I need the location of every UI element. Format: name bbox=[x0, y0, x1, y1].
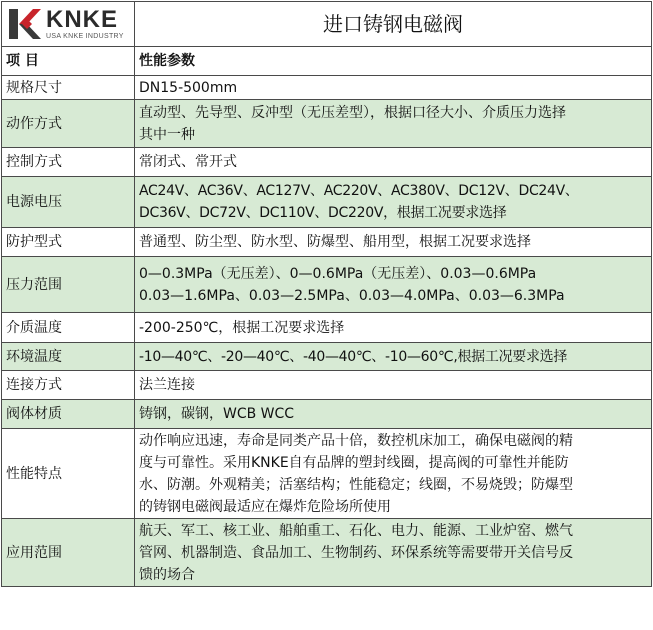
title-row bbox=[2, 2, 652, 47]
row-value bbox=[135, 343, 652, 371]
table-row bbox=[2, 371, 652, 400]
row-label: 介质温度 bbox=[2, 313, 135, 343]
row-value-line: -10—40℃、-20—40℃、-40—40℃、-10—60℃,根据工况要求选择 bbox=[139, 348, 568, 365]
logo-name: KNKE bbox=[46, 5, 119, 33]
row-value bbox=[135, 100, 652, 148]
row-value bbox=[135, 400, 652, 429]
spec-rows bbox=[2, 76, 652, 587]
row-value bbox=[135, 429, 652, 519]
row-value-line: 其中一种 bbox=[139, 126, 195, 143]
table-row bbox=[2, 313, 652, 343]
header-item: 项 目 bbox=[2, 47, 135, 76]
row-value-line: AC24V、AC36V、AC127V、AC220V、AC380V、DC12V、DC24V、 bbox=[139, 183, 579, 199]
row-value bbox=[135, 371, 652, 400]
logo-cell bbox=[2, 2, 135, 47]
row-value bbox=[135, 177, 652, 228]
row-value-line: 0.03—1.6MPa、0.03—2.5MPa、0.03—4.0MPa、0.03—6.3MPa bbox=[139, 287, 565, 304]
row-value-line: 铸钢，碳钢，WCB WCC bbox=[139, 406, 295, 422]
row-value bbox=[135, 76, 652, 100]
row-label: 环境温度 bbox=[2, 343, 135, 371]
row-value-line: -200-250℃，根据工况要求选择 bbox=[139, 319, 345, 336]
table-header-row bbox=[2, 47, 652, 76]
row-label: 控制方式 bbox=[2, 148, 135, 177]
row-value bbox=[135, 148, 652, 177]
table-row bbox=[2, 519, 652, 587]
row-label: 性能特点 bbox=[2, 429, 135, 519]
row-value-line: 0—0.3MPa（无压差）、0—0.6MPa（无压差）、0.03—0.6MPa bbox=[139, 265, 537, 282]
row-value-line: 水、防潮。外观精美；活塞结构；性能稳定；线圈，不易烧毁；防爆型 bbox=[139, 476, 573, 493]
row-value-line: DC36V、DC72V、DC110V、DC220V，根据工况要求选择 bbox=[139, 205, 507, 221]
row-value-line: 常闭式、常开式 bbox=[139, 154, 237, 170]
row-value-line: 馈的场合 bbox=[139, 566, 195, 583]
row-value bbox=[135, 257, 652, 313]
row-value bbox=[135, 519, 652, 587]
row-value bbox=[135, 228, 652, 257]
table-row bbox=[2, 429, 652, 519]
row-label: 阀体材质 bbox=[2, 400, 135, 429]
table-row bbox=[2, 343, 652, 371]
row-value-line: 的铸钢电磁阀最适应在爆炸危险场所使用 bbox=[139, 498, 391, 515]
row-value-line: 法兰连接 bbox=[139, 377, 195, 393]
row-label: 电源电压 bbox=[2, 177, 135, 228]
row-value-line: DN15-500mm bbox=[139, 79, 238, 96]
knke-logo-icon bbox=[8, 7, 42, 41]
table-row bbox=[2, 257, 652, 313]
table-row bbox=[2, 148, 652, 177]
row-value bbox=[135, 313, 652, 343]
row-label: 应用范围 bbox=[2, 519, 135, 587]
table-row bbox=[2, 228, 652, 257]
row-value-line: 动作响应迅速，寿命是同类产品十倍，数控机床加工，确保电磁阀的精 bbox=[139, 432, 573, 449]
table-row bbox=[2, 76, 652, 100]
row-label: 动作方式 bbox=[2, 100, 135, 148]
header-param: 性能参数 bbox=[135, 47, 652, 76]
table-row bbox=[2, 400, 652, 429]
row-label: 防护型式 bbox=[2, 228, 135, 257]
row-label: 压力范围 bbox=[2, 257, 135, 313]
logo-tagline: USA KNKE INDUSTRY bbox=[46, 32, 124, 40]
row-value-line: 度与可靠性。采用KNKE自有品牌的塑封线圈，提高阀的可靠性并能防 bbox=[139, 454, 569, 471]
row-value-line: 航天、军工、核工业、船舶重工、石化、电力、能源、工业炉窑、燃气 bbox=[139, 522, 573, 539]
row-label: 规格尺寸 bbox=[2, 76, 135, 100]
spec-table bbox=[1, 1, 652, 587]
table-row bbox=[2, 100, 652, 148]
page-title: 进口铸钢电磁阀 bbox=[135, 2, 652, 47]
row-label: 连接方式 bbox=[2, 371, 135, 400]
row-value-line: 直动型、先导型、反冲型（无压差型），根据口径大小、介质压力选择 bbox=[139, 104, 566, 121]
table-row bbox=[2, 177, 652, 228]
row-value-line: 普通型、防尘型、防水型、防爆型、船用型，根据工况要求选择 bbox=[139, 234, 531, 250]
row-value-line: 管网、机器制造、食品加工、生物制药、环保系统等需要带开关信号反 bbox=[139, 544, 573, 561]
logo bbox=[2, 2, 134, 46]
